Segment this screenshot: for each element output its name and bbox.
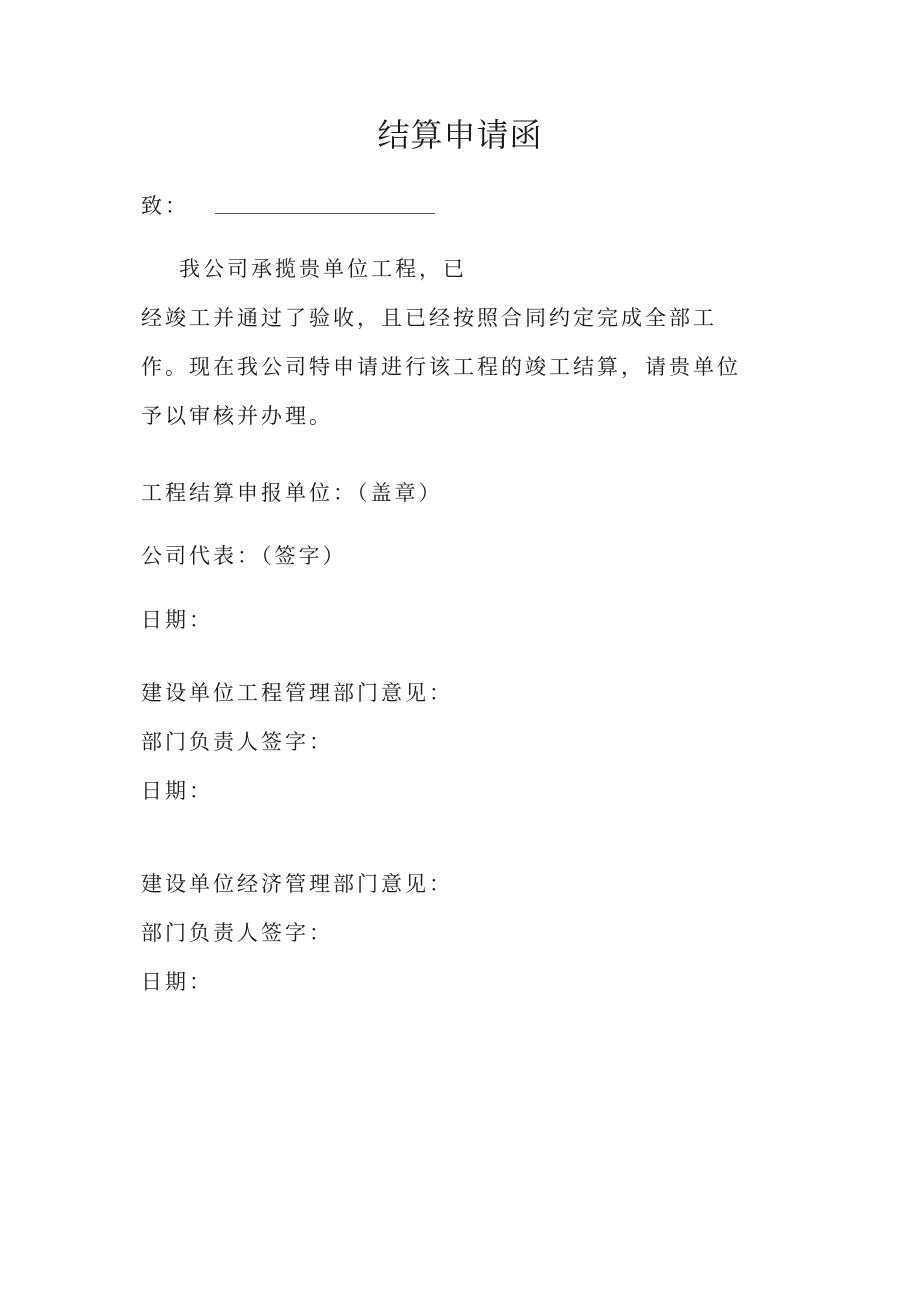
applicant-unit: 工程结算申报单位：（盖章） (141, 481, 443, 505)
recipient-line (141, 196, 435, 217)
economic-dept-signature: 部门负责人签字： (141, 921, 333, 945)
recipient-label: 致： (141, 194, 189, 218)
body-line-3: 作。现在我公司特申请进行该工程的竣工结算，请贵单位 (141, 355, 741, 379)
recipient-blank (215, 212, 435, 214)
body-line-1: 我公司承揽贵单位工程，已 (179, 257, 467, 281)
document-title: 结算申请函 (377, 116, 543, 154)
body-line-2: 经竣工并通过了验收，且已经按照合同约定完成全部工 (141, 306, 717, 330)
body-line-4: 予以审核并办理。 (141, 404, 333, 428)
company-representative: 公司代表：（签字） (141, 544, 347, 568)
engineering-dept-opinion: 建设单位工程管理部门意见： (141, 681, 453, 705)
body-paragraph (141, 245, 781, 441)
economic-dept-opinion: 建设单位经济管理部门意见： (141, 872, 453, 896)
engineering-dept-signature: 部门负责人签字： (141, 730, 333, 754)
applicant-date: 日期： (141, 608, 213, 632)
engineering-dept-date: 日期： (141, 779, 213, 803)
economic-dept-date: 日期： (141, 970, 213, 994)
